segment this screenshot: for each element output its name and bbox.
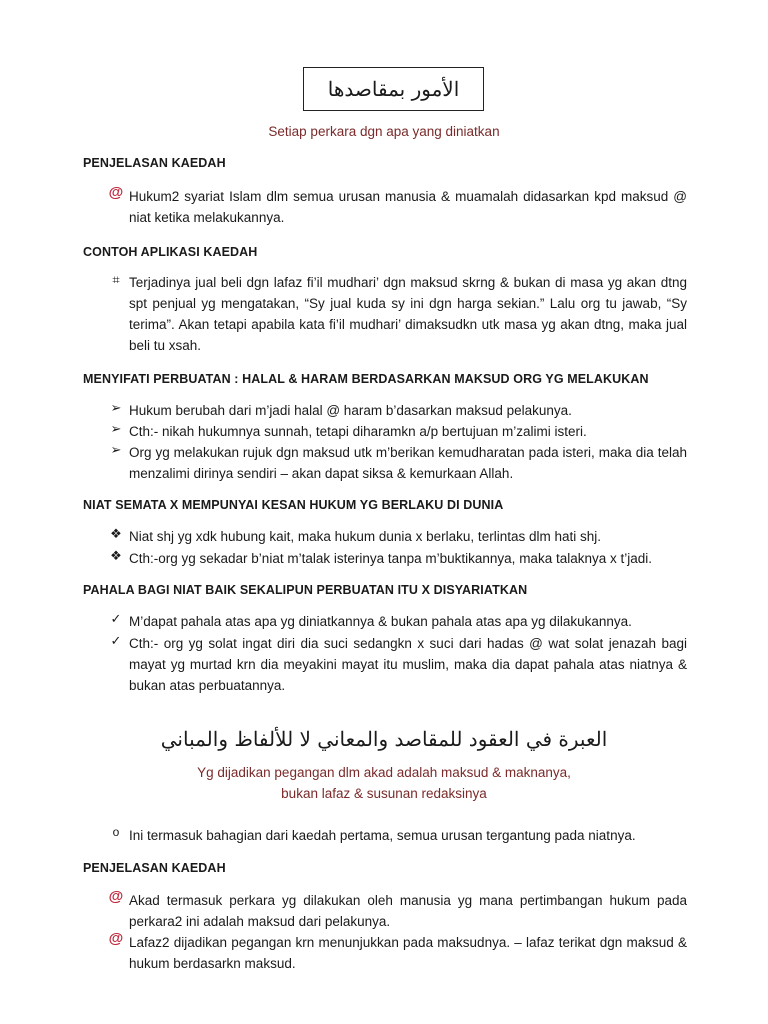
list-item-text: M’dapat pahala atas apa yg diniatkannya & bukan pahala atas apa yg dilakukannya. <box>129 614 632 629</box>
list-item-text: Lafaz2 dijadikan pegangan krn menunjukkan pada maksudnya. – lafaz terikat dgn maksud & hukum berdasarkn maksud. <box>129 935 687 971</box>
rule1-title-arabic: الأمور بمقاصدها <box>327 77 460 101</box>
rule2-heading-penjelasan: PENJELASAN KAEDAH <box>83 861 226 875</box>
list-item <box>107 932 687 974</box>
list-item <box>107 400 687 421</box>
list-item-text: Akad termasuk perkara yg dilakukan oleh manusia yg mana pertimbangan hukum pada perkara2 ini adalah maksud dari pelakunya. <box>129 893 687 929</box>
list-item <box>107 611 687 632</box>
list-item-text: Ini termasuk bahagian dari kaedah pertama, semua urusan tergantung pada niatnya. <box>129 828 636 843</box>
arrow-bullet-icon: ➢ <box>110 421 122 436</box>
list-item <box>107 421 687 442</box>
arrow-bullet-icon: ➢ <box>110 400 122 415</box>
list-item-text: Cth:- nikah hukumnya sunnah, tetapi diharamkn a/p bertujuan m’zalimi isteri. <box>129 424 587 439</box>
circle-bullet-icon: o <box>112 825 120 839</box>
check-bullet-icon: ✓ <box>110 611 122 626</box>
list-item <box>107 442 687 484</box>
at-bullet-icon: @ <box>108 930 124 947</box>
hash-bullet-icon: ⌗ <box>112 272 120 287</box>
at-bullet-icon: @ <box>108 184 124 201</box>
list-item <box>107 548 687 569</box>
check-bullet-icon: ✓ <box>110 633 122 648</box>
rule1-heading-niat: NIAT SEMATA X MEMPUNYAI KESAN HUKUM YG BERLAKU DI DUNIA <box>83 498 504 512</box>
rule1-heading-pahala: PAHALA BAGI NIAT BAIK SEKALIPUN PERBUATAN ITU X DISYARIATKAN <box>83 583 528 597</box>
rule2-title-arabic: العبرة في العقود للمقاصد والمعاني لا للألفاظ والمباني <box>160 727 608 751</box>
list-item-text: Cth:- org yg solat ingat diri dia suci sedangkn x suci dari hadas @ wat solat jenazah bagi mayat yg murtad krn dia meyakini mayat itu muslim, maka dia dapat pahala atas niatnya & bukan atas perbuatannya. <box>129 636 687 693</box>
list-item <box>107 633 687 696</box>
list-item-text: Hukum berubah dari m’jadi halal @ haram b’dasarkan maksud pelakunya. <box>129 403 572 418</box>
list-item <box>107 272 687 356</box>
list-item <box>107 890 687 932</box>
list-item <box>107 526 687 547</box>
rule1-title-box <box>303 67 484 111</box>
rule1-subtitle: Setiap perkara dgn apa yang diniatkan <box>268 124 500 139</box>
list-item <box>107 186 687 228</box>
rule1-heading-contoh: CONTOH APLIKASI KAEDAH <box>83 245 258 259</box>
at-bullet-icon: @ <box>108 888 124 905</box>
list-item-text: Hukum2 syariat Islam dlm semua urusan manusia & muamalah didasarkan kpd maksud @ niat ketika melakukannya. <box>129 189 687 225</box>
rule1-heading-menyifati: MENYIFATI PERBUATAN : HALAL & HARAM BERDASARKAN MAKSUD ORG YG MELAKUKAN <box>83 372 649 386</box>
rule2-subtitle-line2: bukan lafaz & susunan redaksinya <box>281 786 487 801</box>
rule2-subtitle-line1: Yg dijadikan pegangan dlm akad adalah maksud & maknanya, <box>197 765 571 780</box>
list-item-text: Cth:-org yg sekadar b’niat m’talak isterinya tanpa m’buktikannya, maka talaknya x t’jadi. <box>129 551 652 566</box>
rule1-heading-penjelasan: PENJELASAN KAEDAH <box>83 156 226 170</box>
arrow-bullet-icon: ➢ <box>110 442 122 457</box>
list-item-text: Niat shj yg xdk hubung kait, maka hukum dunia x berlaku, terlintas dlm hati shj. <box>129 529 601 544</box>
list-item-text: Terjadinya jual beli dgn lafaz fi’il mudhari’ dgn maksud skrng & bukan di masa yg akan dtng spt penjual yg mengatakan, “Sy jual kuda sy ini dgn harga sekian.” Lalu org tu jawab, “Sy terima”. Akan tetapi apabila kata fi’il mudhari’ dimaksudkn utk masa yg akan dtng, maka jual beli tu xsah. <box>129 275 687 353</box>
diamond-bullet-icon: ❖ <box>110 548 122 563</box>
list-item <box>107 825 687 846</box>
diamond-bullet-icon: ❖ <box>110 526 122 541</box>
list-item-text: Org yg melakukan rujuk dgn maksud utk m’berikan kemudharatan pada isteri, maka dia telah menzalimi dirinya sendiri – akan dapat siksa & kemurkaan Allah. <box>129 445 687 481</box>
